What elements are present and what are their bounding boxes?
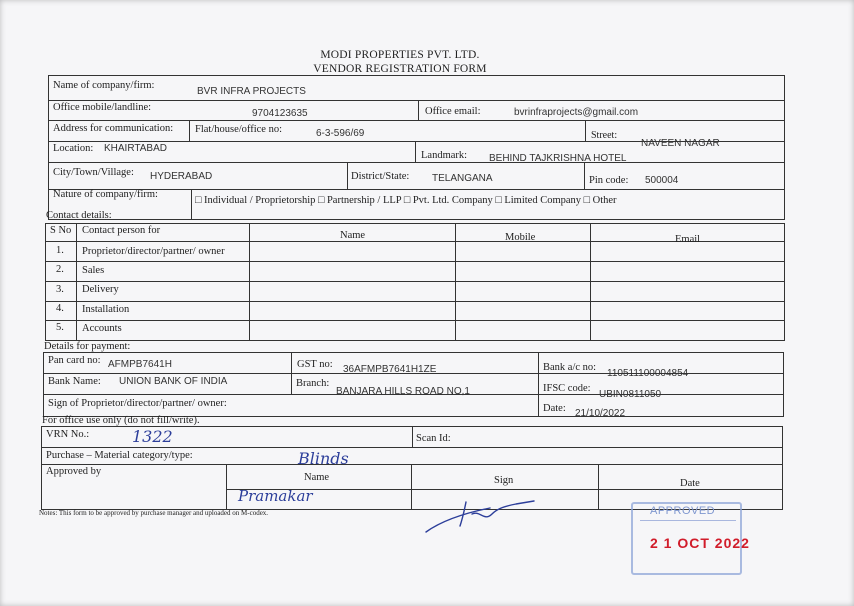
vrn-value: 1322 [132,427,173,446]
mobile-value: 9704123635 [252,108,308,119]
approver-signature [420,492,540,538]
contact-row-sno: 3. [56,284,64,295]
contact-section-label: Contact details: [46,210,112,221]
contact-header-email: Email [675,234,701,245]
vrn-label: VRN No.: [46,429,90,440]
contact-row-role: Proprietor/director/partner/ owner [82,246,225,257]
contact-header-role: Contact person for [82,225,161,236]
company-name-value: BVR INFRA PROJECTS [197,86,306,97]
pin-label: Pin code: [589,175,629,186]
payment-section-label: Details for payment: [44,341,131,352]
gst-value: 36AFMPB7641H1ZE [343,364,437,375]
gst-label: GST no: [297,359,333,370]
street-value: NAVEEN NAGAR [641,138,720,149]
owner-sign-label: Sign of Proprietor/director/partner/ owner: [48,398,227,409]
flat-value: 6-3-596/69 [316,128,365,139]
branch-label: Branch: [296,378,330,389]
contact-header-name: Name [340,230,366,241]
pan-value: AFMPB7641H [108,359,172,370]
nature-options: □ Individual / Proprietorship □ Partnership / LLP □ Pvt. Ltd. Company □ Limited Company □ Other [195,195,617,206]
landmark-value: BEHIND TAJKRISHNA HOTEL [489,153,627,164]
city-value: HYDERABAD [150,171,213,182]
contact-row-role: Sales [82,265,105,276]
stamp-date: 2 1 OCT 2022 [650,535,750,551]
form-title: VENDOR REGISTRATION FORM [313,63,487,75]
contact-row-sno: 1. [56,245,64,256]
contact-row-sno: 2. [56,264,64,275]
contact-row-sno: 4. [56,303,64,314]
pin-value: 500004 [645,175,679,186]
company-title: MODI PROPERTIES PVT. LTD. [320,49,480,61]
street-label: Street: [591,130,618,141]
city-label: City/Town/Village: [53,167,134,178]
purchase-value: Blinds [298,449,349,468]
bank-ac-label: Bank a/c no: [543,362,597,373]
office-use-label: For office use only (do not fill/write). [42,415,200,426]
approver-sign-header: Sign [494,475,514,486]
payment-date-label: Date: [543,403,566,414]
branch-value: BANJARA HILLS ROAD NO,1 [336,386,470,397]
bank-name-value: UNION BANK OF INDIA [119,376,228,387]
contact-row-role: Delivery [82,284,119,295]
approver-name-value: Pramakar [238,487,313,505]
contact-header-mobile: Mobile [505,232,536,243]
approver-name-header: Name [304,472,330,483]
district-value: TELANGANA [432,173,493,184]
contact-row-sno: 5. [56,322,64,333]
ifsc-value: UBIN0811050 [599,389,662,400]
mobile-label: Office mobile/landline: [53,102,152,113]
email-value: bvrinfraprojects@gmail.com [514,107,639,118]
approved-by-label: Approved by [46,466,102,477]
payment-date-value: 21/10/2022 [575,408,626,419]
notes-text: Notes: This form to be approved by purchase manager and uploaded on M-codex. [39,509,269,517]
bank-ac-value: 110511100004854 [607,368,689,379]
location-value: KHAIRTABAD [104,143,167,154]
pan-label: Pan card no: [48,355,101,366]
nature-label: Nature of company/firm: [53,189,158,200]
contact-row-role: Accounts [82,323,122,334]
district-label: District/State: [351,171,410,182]
approver-date-header: Date [680,478,700,489]
address-label: Address for communication: [53,123,174,134]
scan-id-label: Scan Id: [416,433,451,444]
contact-row-role: Installation [82,304,130,315]
contact-header-sno: S No [50,225,72,236]
location-label: Location: [53,143,94,154]
landmark-label: Landmark: [421,150,468,161]
company-name-label: Name of company/firm: [53,80,155,91]
stamp-title: APPROVED [650,505,716,517]
bank-name-label: Bank Name: [48,376,101,387]
email-label: Office email: [425,106,481,117]
ifsc-label: IFSC code: [543,383,591,394]
purchase-label: Purchase – Material category/type: [46,450,193,461]
flat-label: Flat/house/office no: [195,124,282,135]
